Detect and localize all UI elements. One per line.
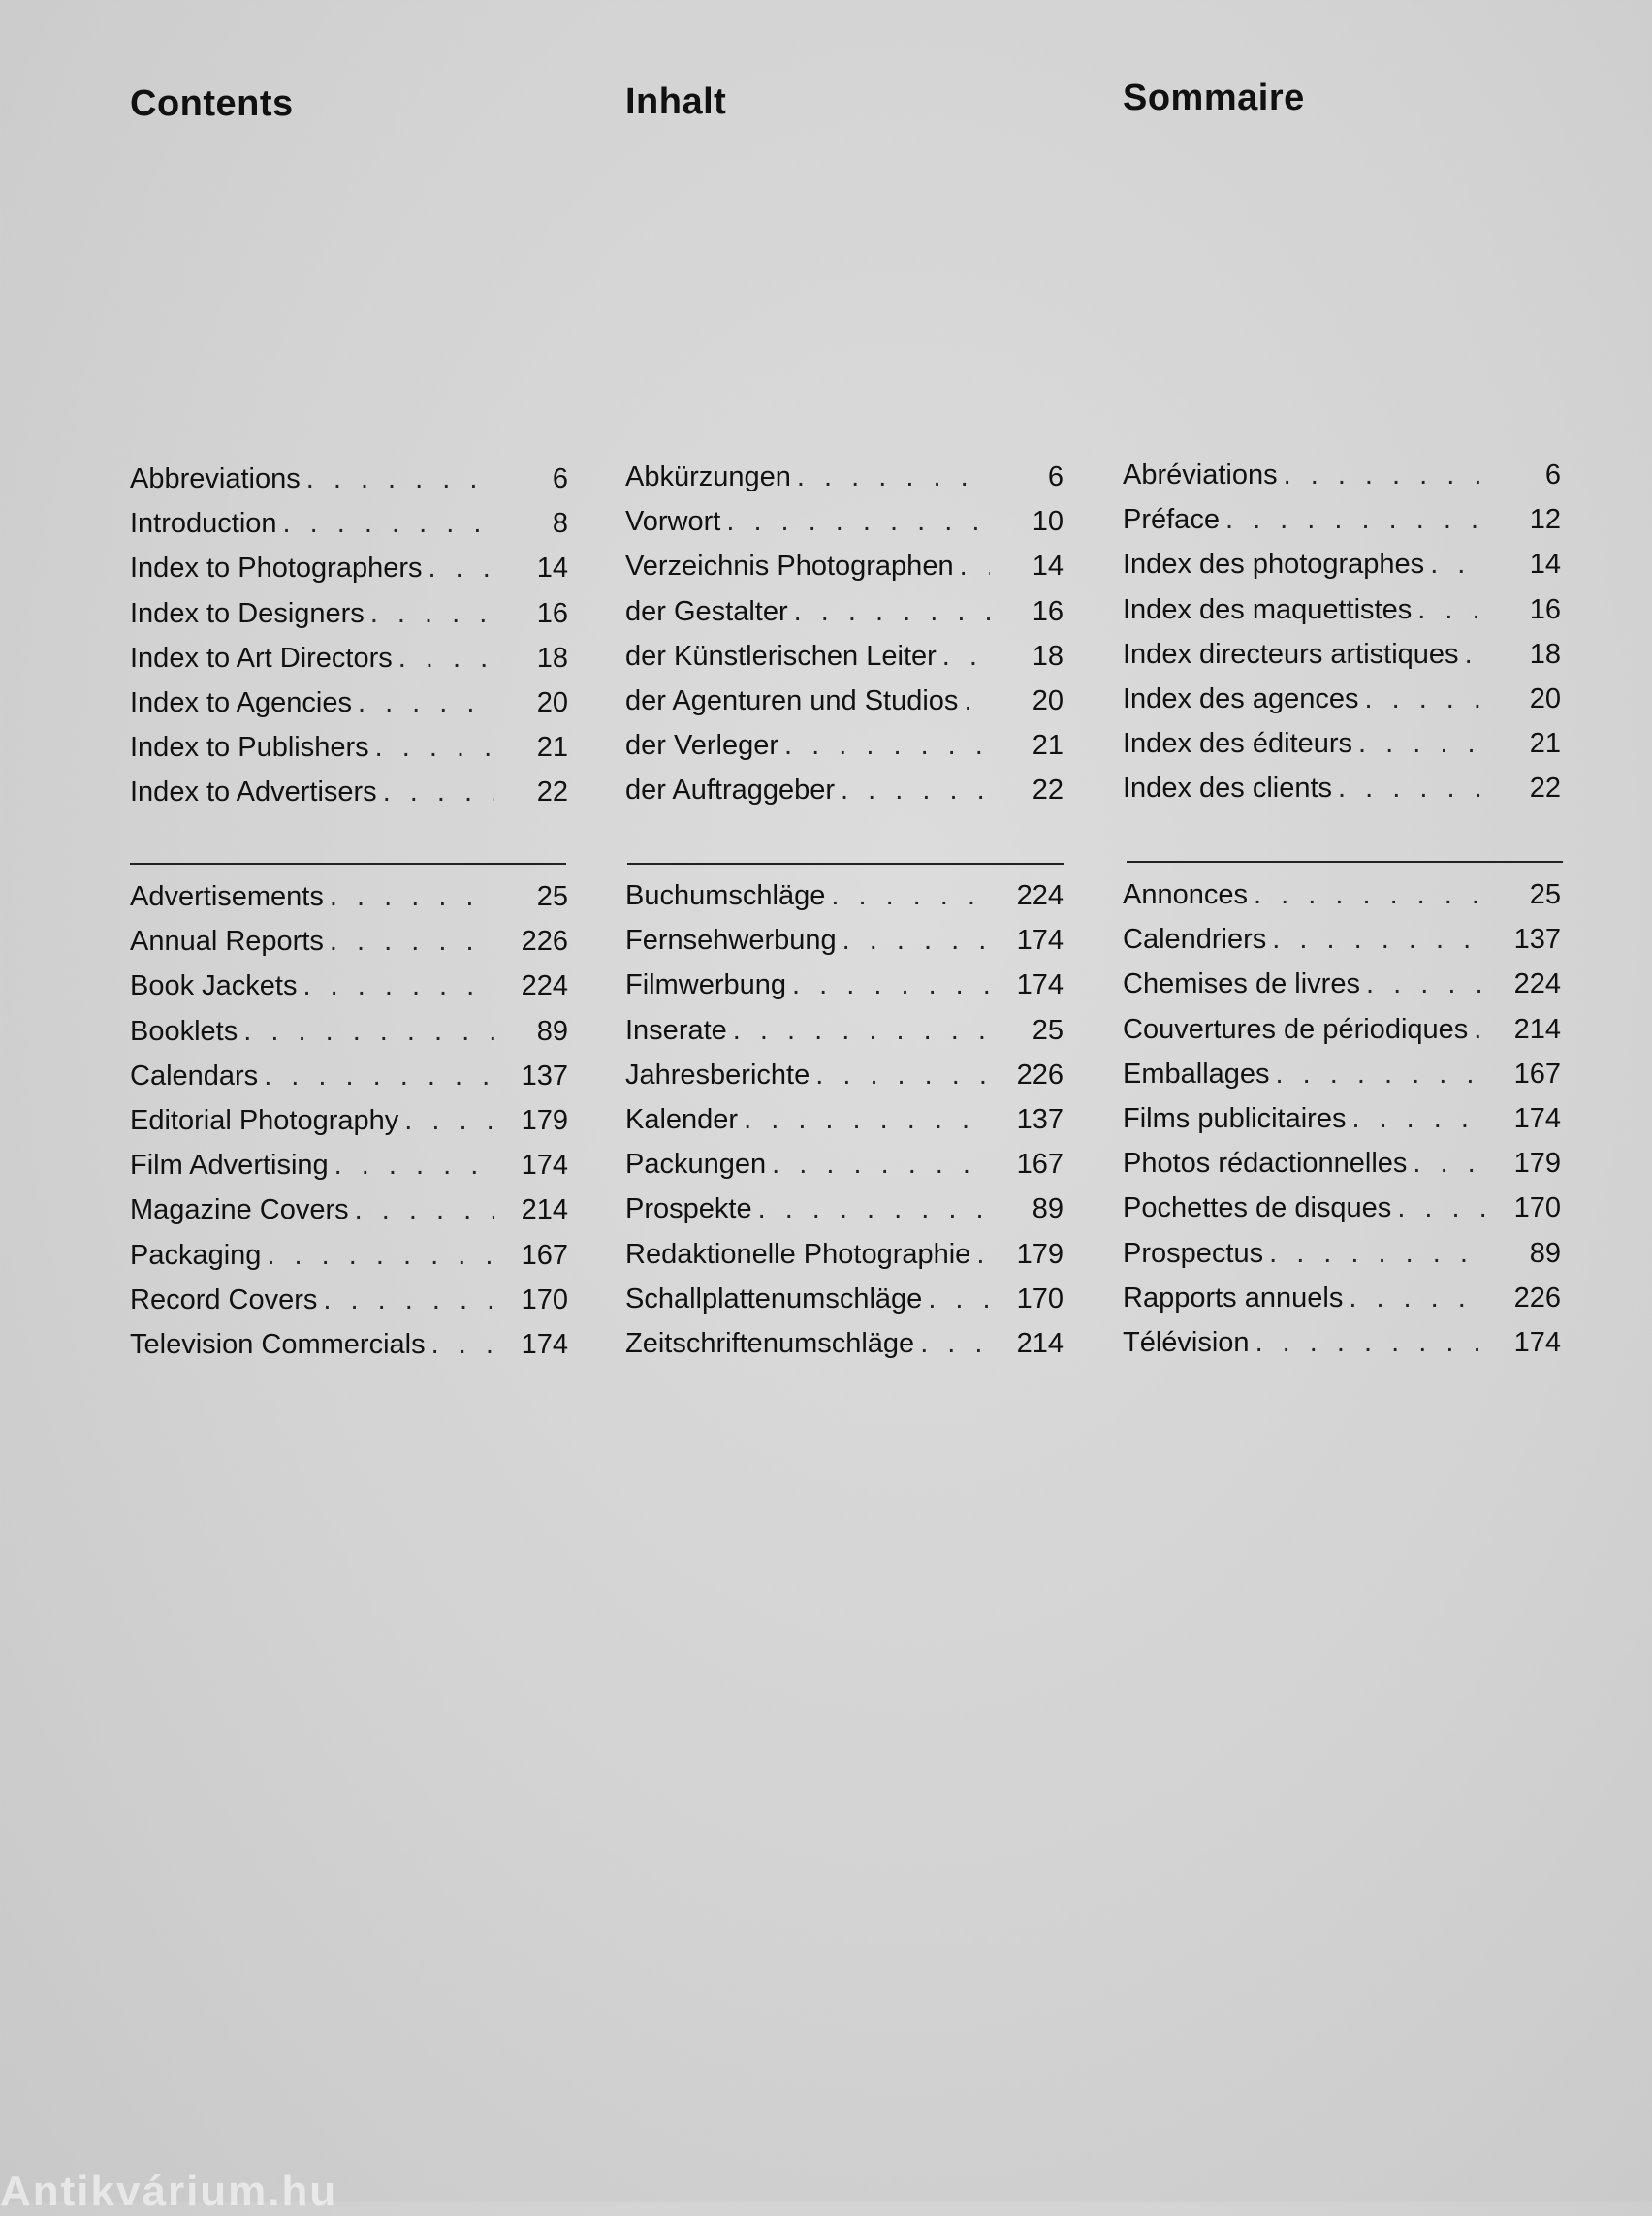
toc-entry: [130, 598, 568, 643]
toc-entry-page-number: 170: [1016, 1282, 1064, 1314]
dot-leader: [733, 1015, 990, 1047]
toc-entry: [1123, 549, 1561, 593]
toc-entry-page-number: 14: [1032, 551, 1064, 583]
toc-entry: [130, 1016, 568, 1061]
dot-leader: [1255, 1327, 1487, 1359]
toc-entry-label: Index to Advertisers: [130, 776, 377, 808]
dot-leader: [1269, 1238, 1487, 1270]
dot-leader: [1284, 459, 1487, 491]
dot-leader: [375, 732, 494, 764]
toc-entry-page-number: 6: [1047, 461, 1064, 492]
toc-entry: [1123, 594, 1561, 639]
dot-leader: [1430, 549, 1487, 581]
toc-entry-page-number: 12: [1529, 504, 1561, 536]
dot-leader: [302, 970, 494, 1002]
toc-entry: [130, 463, 568, 508]
dot-leader: [428, 553, 494, 585]
toc-entry-label: Index des photographes: [1123, 549, 1425, 581]
dot-leader: [330, 881, 494, 913]
toc-entry-label: Buchumschläge: [625, 880, 826, 911]
toc-entry-label: Pochettes de disques: [1123, 1192, 1392, 1224]
toc-entry: [1123, 773, 1561, 817]
toc-entry: [1123, 639, 1561, 683]
toc-entry-page-number: 174: [1016, 969, 1064, 1001]
section-divider: [1127, 861, 1563, 863]
dot-leader: [1276, 1059, 1487, 1091]
toc-entry-page-number: 89: [1032, 1193, 1064, 1225]
toc-entry-label: Introduction: [130, 508, 277, 540]
toc-entry: [625, 1239, 1064, 1283]
toc-entry-label: Schallplattenumschläge: [625, 1282, 923, 1314]
toc-entry-page-number: 226: [521, 926, 568, 958]
toc-entry: [130, 687, 568, 732]
toc-entry-page-number: 18: [1032, 640, 1064, 672]
toc-entry-label: Rapports annuels: [1123, 1282, 1344, 1314]
toc-entry-page-number: 21: [536, 732, 568, 764]
toc-entry-page-number: 226: [1513, 1282, 1561, 1314]
dot-leader: [383, 776, 494, 808]
toc-entry: [1123, 1282, 1561, 1327]
toc-entry: [1123, 1148, 1561, 1192]
toc-entry: [1123, 879, 1561, 924]
toc-entry: [1123, 1014, 1561, 1059]
toc-entry-label: Abkürzungen: [625, 461, 791, 492]
toc-entry-page-number: 174: [1016, 925, 1064, 957]
toc-entry-page-number: 14: [1529, 549, 1561, 581]
toc-entry-label: Prospectus: [1123, 1237, 1264, 1269]
category-section-list: [625, 880, 1064, 1373]
dot-leader: [772, 1149, 990, 1181]
toc-entry-page-number: 137: [521, 1060, 568, 1092]
toc-entry-label: Abréviations: [1123, 459, 1278, 491]
toc-entry: [130, 776, 568, 821]
toc-entry-page-number: 16: [536, 597, 568, 629]
dot-leader: [1358, 728, 1487, 760]
dot-leader: [1254, 879, 1487, 911]
dot-leader: [1272, 924, 1487, 956]
toc-entry-page-number: 16: [1032, 595, 1064, 627]
toc-entry-page-number: 20: [1032, 684, 1064, 716]
toc-entry: [130, 926, 568, 970]
toc-entry: [625, 1193, 1064, 1238]
toc-entry-label: der Gestalter: [625, 595, 788, 627]
toc-entry-page-number: 21: [1032, 730, 1064, 762]
toc-entry-label: der Künstlerischen Leiter: [625, 640, 937, 672]
dot-leader: [398, 643, 494, 675]
toc-entry-page-number: 226: [1016, 1059, 1064, 1091]
dot-leader: [1397, 1192, 1487, 1224]
toc-entry-label: Advertisements: [130, 881, 324, 912]
dot-leader: [306, 463, 494, 495]
toc-entry-label: Packungen: [625, 1149, 767, 1181]
toc-entry: [1123, 1103, 1561, 1148]
toc-entry-page-number: 22: [1529, 773, 1561, 805]
toc-entry-page-number: 167: [1513, 1058, 1561, 1090]
toc-entry-page-number: 179: [521, 1104, 568, 1136]
dot-leader: [267, 1240, 494, 1272]
toc-entry-label: Index to Art Directors: [130, 642, 393, 674]
category-section-list: [1123, 879, 1561, 1372]
dot-leader: [842, 925, 990, 957]
dot-leader: [960, 551, 990, 583]
toc-entry-label: Index des clients: [1123, 773, 1333, 805]
toc-entry-label: Zeitschriftenumschläge: [625, 1327, 915, 1359]
toc-entry-page-number: 174: [1513, 1102, 1561, 1134]
toc-entry-label: Index directeurs artistiques: [1123, 638, 1459, 670]
toc-entry: [130, 643, 568, 687]
toc-entry-label: Redaktionelle Photographie: [625, 1238, 971, 1270]
toc-entry-label: Packaging: [130, 1239, 262, 1271]
toc-entry-label: Index to Photographers: [130, 553, 423, 585]
toc-entry-label: Index to Agencies: [130, 686, 352, 718]
toc-entry-page-number: 18: [1529, 638, 1561, 670]
toc-entry-label: Films publicitaires: [1123, 1102, 1347, 1134]
category-section-list: [130, 881, 568, 1374]
toc-entry: [625, 506, 1064, 551]
toc-entry-page-number: 25: [536, 881, 568, 912]
toc-entry-page-number: 16: [1529, 593, 1561, 625]
toc-entry: [1123, 968, 1561, 1013]
toc-entry-page-number: 22: [536, 776, 568, 808]
toc-entry-page-number: 20: [536, 686, 568, 718]
dot-leader: [1465, 639, 1487, 671]
dot-leader: [841, 775, 990, 807]
toc-entry-label: Préface: [1123, 504, 1220, 536]
dot-leader: [330, 926, 494, 958]
toc-entry-label: Kalender: [625, 1103, 739, 1135]
dot-leader: [976, 1239, 990, 1271]
section-divider: [130, 863, 566, 865]
toc-entry: [625, 1015, 1064, 1060]
column-heading: Contents: [130, 83, 294, 124]
toc-entry-label: Calendriers: [1123, 924, 1267, 956]
toc-entry-page-number: 174: [521, 1328, 568, 1360]
toc-entry: [625, 925, 1064, 969]
toc-entry-label: Chemises de livres: [1123, 968, 1360, 1000]
toc-entry: [130, 1329, 568, 1374]
toc-entry: [1123, 1059, 1561, 1103]
toc-entry-label: Filmwerbung: [625, 969, 786, 1001]
dot-leader: [1413, 1148, 1487, 1180]
toc-entry-page-number: 167: [1016, 1149, 1064, 1181]
toc-entry-page-number: 6: [1544, 459, 1561, 491]
toc-entry-label: Index des agences: [1123, 682, 1359, 714]
dot-leader: [334, 1150, 494, 1182]
dot-leader: [758, 1193, 990, 1225]
toc-entry-page-number: 214: [1513, 1013, 1561, 1045]
toc-entry: [625, 969, 1064, 1014]
toc-entry-page-number: 137: [1513, 924, 1561, 956]
toc-entry-label: Photos rédactionnelles: [1123, 1148, 1408, 1180]
dot-leader: [784, 730, 990, 762]
toc-entry: [130, 553, 568, 597]
toc-entry-label: Fernsehwerbung: [625, 925, 837, 957]
column-heading: Sommaire: [1123, 78, 1305, 118]
toc-entry-label: Prospekte: [625, 1193, 752, 1225]
toc-entry-page-number: 137: [1016, 1103, 1064, 1135]
dot-leader: [358, 687, 494, 719]
toc-entry-page-number: 224: [1016, 880, 1064, 911]
toc-entry-label: Télévision: [1123, 1326, 1250, 1358]
toc-entry-label: Record Covers: [130, 1283, 318, 1315]
dot-leader: [942, 641, 990, 673]
dot-leader: [1225, 504, 1487, 536]
toc-entry-page-number: 179: [1513, 1148, 1561, 1180]
toc-entry: [1123, 924, 1561, 968]
toc-entry-label: der Verleger: [625, 730, 778, 762]
dot-leader: [1338, 773, 1487, 805]
dot-leader: [1364, 683, 1487, 715]
toc-entry-page-number: 14: [536, 553, 568, 585]
toc-entry-label: Index des éditeurs: [1123, 728, 1352, 760]
toc-entry-label: Verzeichnis Photographen: [625, 551, 954, 583]
toc-entry-label: Annonces: [1123, 879, 1248, 910]
toc-entry-page-number: 224: [521, 970, 568, 1002]
toc-entry-page-number: 170: [521, 1283, 568, 1315]
section-divider: [627, 863, 1064, 865]
toc-entry-page-number: 224: [1513, 968, 1561, 1000]
toc-entry-page-number: 6: [552, 463, 568, 494]
toc-entry: [1123, 1238, 1561, 1282]
toc-entry: [1123, 1192, 1561, 1237]
toc-entry-label: Calendars: [130, 1060, 259, 1092]
toc-entry-page-number: 167: [521, 1239, 568, 1271]
toc-entry-page-number: 25: [1032, 1014, 1064, 1046]
toc-entry: [130, 1105, 568, 1150]
toc-entry-page-number: 89: [536, 1015, 568, 1047]
dot-leader: [815, 1060, 990, 1092]
toc-entry-page-number: 179: [1016, 1238, 1064, 1270]
index-section-list: [1123, 459, 1561, 818]
toc-entry-label: Emballages: [1123, 1058, 1270, 1090]
toc-entry: [625, 461, 1064, 506]
toc-entry-label: Annual Reports: [130, 926, 324, 958]
toc-entry: [625, 730, 1064, 775]
dot-leader: [264, 1061, 494, 1092]
toc-entry-label: Abbreviations: [130, 463, 301, 494]
toc-entry: [1123, 683, 1561, 728]
dot-leader: [370, 598, 494, 630]
toc-entry: [625, 775, 1064, 819]
toc-entry-page-number: 21: [1529, 728, 1561, 760]
toc-entry-label: der Agenturen und Studios: [625, 684, 959, 716]
toc-entry-label: Index to Publishers: [130, 732, 369, 764]
toc-entry: [130, 1194, 568, 1239]
dot-leader: [794, 596, 990, 628]
toc-entry: [1123, 504, 1561, 549]
toc-entry: [1123, 728, 1561, 773]
toc-entry: [130, 732, 568, 776]
toc-entry-label: Editorial Photography: [130, 1104, 399, 1136]
dot-leader: [797, 461, 990, 493]
toc-entry-label: Index des maquettistes: [1123, 593, 1413, 625]
toc-entry-page-number: 214: [1016, 1327, 1064, 1359]
toc-entry-label: Vorwort: [625, 506, 721, 538]
toc-entry-label: Booklets: [130, 1015, 238, 1047]
toc-entry-label: Couvertures de périodiques: [1123, 1013, 1469, 1045]
dot-leader: [920, 1328, 990, 1360]
dot-leader: [1351, 1103, 1487, 1135]
toc-entry: [130, 881, 568, 926]
toc-entry-label: Inserate: [625, 1014, 727, 1046]
index-section-list: [130, 463, 568, 822]
dot-leader: [323, 1284, 494, 1316]
toc-entry: [625, 1283, 1064, 1328]
toc-entry: [130, 508, 568, 553]
dot-leader: [1349, 1282, 1487, 1314]
toc-entry: [625, 880, 1064, 925]
dot-leader: [243, 1016, 494, 1048]
dot-leader: [744, 1104, 990, 1136]
toc-entry: [625, 1104, 1064, 1149]
toc-entry-page-number: 20: [1529, 682, 1561, 714]
toc-entry-label: Book Jackets: [130, 970, 298, 1002]
toc-entry-label: Film Advertising: [130, 1150, 329, 1182]
toc-entry: [130, 1284, 568, 1329]
toc-entry: [625, 685, 1064, 730]
toc-entry: [625, 641, 1064, 685]
toc-entry: [625, 596, 1064, 641]
watermark: Antikvárium.hu: [0, 2168, 338, 2215]
dot-leader: [283, 508, 494, 540]
toc-entry: [130, 1240, 568, 1284]
toc-entry: [130, 970, 568, 1015]
dot-leader: [792, 969, 990, 1001]
toc-entry-label: Index to Designers: [130, 597, 365, 629]
toc-entry-page-number: 174: [1513, 1326, 1561, 1358]
toc-entry-page-number: 10: [1032, 506, 1064, 538]
dot-leader: [726, 506, 990, 538]
dot-leader: [1474, 1014, 1487, 1046]
toc-entry: [625, 1149, 1064, 1193]
toc-entry-page-number: 18: [536, 642, 568, 674]
dot-leader: [1366, 968, 1487, 1000]
toc-entry-page-number: 214: [521, 1194, 568, 1226]
toc-entry-label: Magazine Covers: [130, 1194, 349, 1226]
dot-leader: [404, 1105, 494, 1137]
toc-entry: [130, 1150, 568, 1194]
dot-leader: [355, 1194, 494, 1226]
dot-leader: [964, 685, 990, 717]
toc-entry: [1123, 1327, 1561, 1372]
toc-entry-page-number: 170: [1513, 1192, 1561, 1224]
dot-leader: [928, 1283, 990, 1315]
toc-entry-page-number: 174: [521, 1150, 568, 1182]
column-heading: Inhalt: [625, 81, 727, 122]
toc-entry-label: der Auftraggeber: [625, 775, 836, 807]
dot-leader: [831, 880, 990, 912]
toc-entry: [625, 551, 1064, 595]
index-section-list: [625, 461, 1064, 820]
toc-entry-label: Television Commercials: [130, 1328, 426, 1360]
toc-entry-label: Jahresberichte: [625, 1059, 810, 1091]
toc-entry-page-number: 89: [1529, 1237, 1561, 1269]
toc-entry: [625, 1060, 1064, 1104]
toc-entry: [625, 1328, 1064, 1373]
dot-leader: [431, 1329, 494, 1361]
toc-entry: [1123, 459, 1561, 504]
toc-entry-page-number: 22: [1032, 775, 1064, 807]
toc-entry-page-number: 8: [552, 508, 568, 540]
toc-entry-page-number: 25: [1529, 879, 1561, 910]
dot-leader: [1417, 594, 1487, 626]
toc-entry: [130, 1061, 568, 1105]
